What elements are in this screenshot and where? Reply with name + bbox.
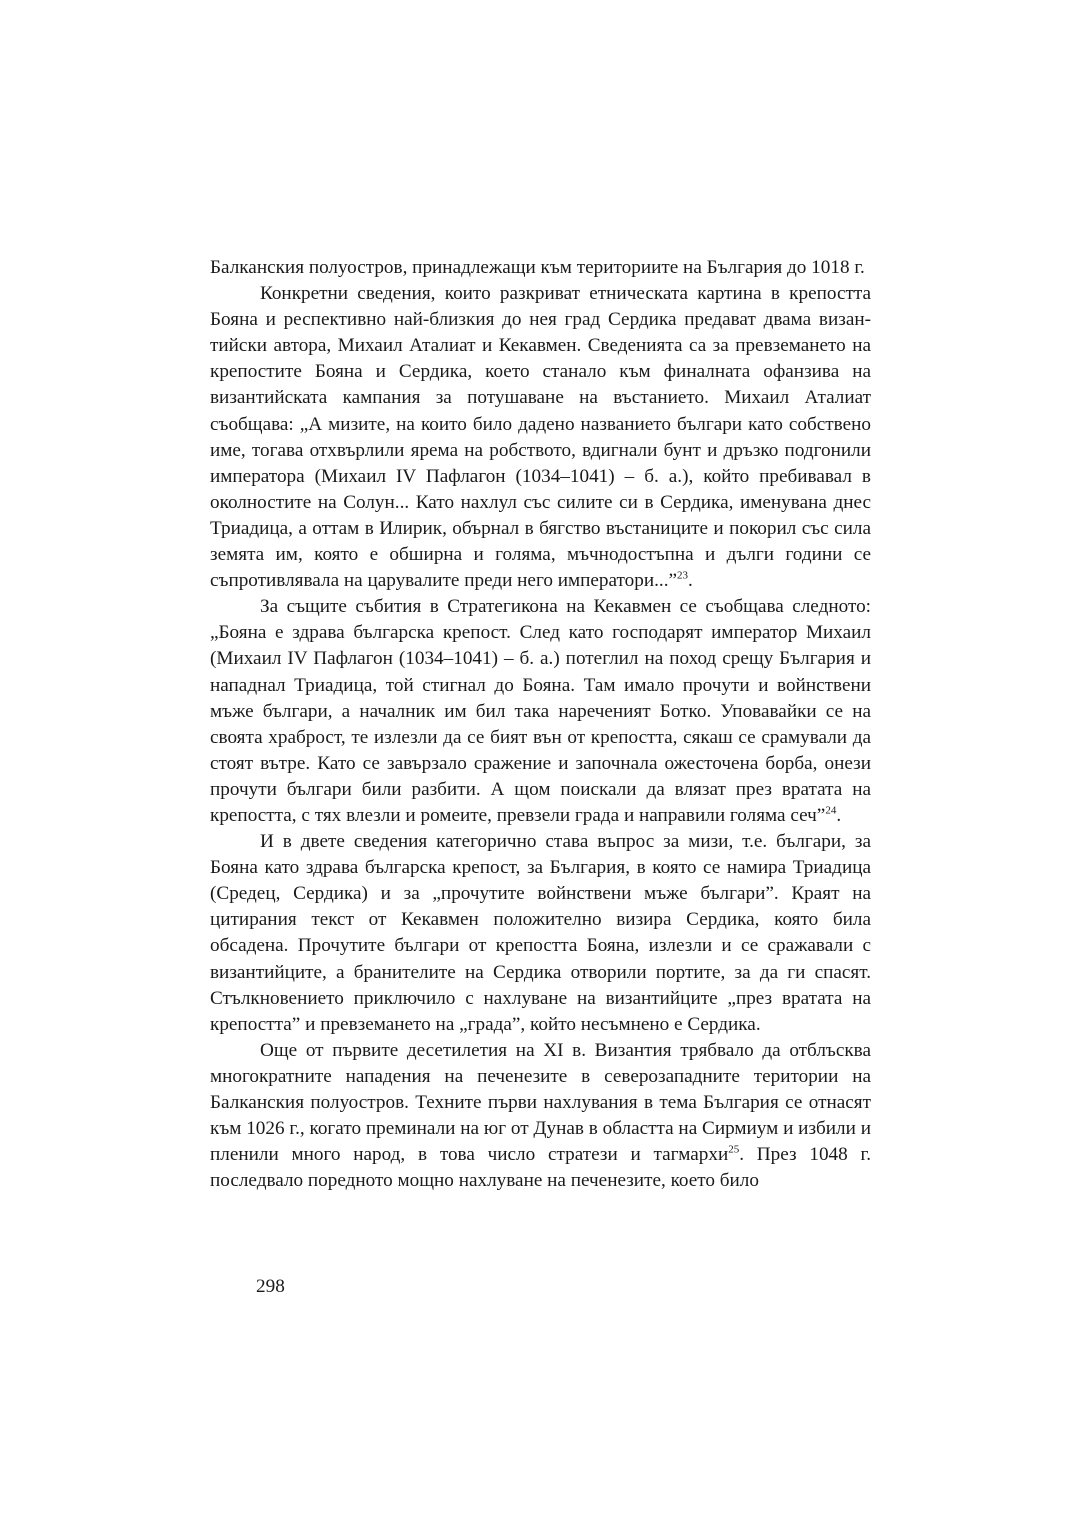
paragraph-3-text: За същите събития в Стратегикона на Кекавмен се съобщава следното: „Бояна е здрава българска крепост. След като господарят император Михаил (Михаил IV Пафлагон (1034–1041) – б. а.) потеглил на поход срещу България и нападнал Триадица, той стигнал до Бояна. Там имало прочути и войнствени мъже българи, а началник им бил така нареченият Ботко. Уповавайки се на своята храброст, те излезли да се бият вън от крепостта, сякаш се срамували да стоят вътре. Като се завързало сражение и започнала ожесточена борба, онези прочути българи били разбити. А щом поискали да влязат през вратата на крепостта, с тях влезли и ромеите, превзели града и направили голяма сеч” xyxy=(210,596,871,826)
footnote-ref-23[interactable]: 23 xyxy=(677,569,689,582)
paragraph-4-text: И в двете сведения категорично става въпрос за мизи, т.е. българи, за Бояна като здрава българска крепост, за България, в която се намира Триадица (Средец, Сердика) и за „прочутите войнствени мъже българи”. Краят на цитирания текст от Кекавмен положително визира Сердика, която била обсадена. Прочутите българи от крепостта Бояна, излезли и се сражавали с византийците, а бранителите на Сердика отворили портите, за да ги спасят. Стълкновението приключило с нахлуване на византийците „през вратата на крепостта” и превземането на „града”, който несъмнено е Сердика. xyxy=(210,831,871,1035)
paragraph-1 xyxy=(210,255,871,281)
page-body xyxy=(210,255,871,1194)
paragraph-5 xyxy=(210,1038,871,1195)
paragraph-4 xyxy=(210,829,871,1038)
footnote-ref-24[interactable]: 24 xyxy=(825,804,837,817)
page-number: 298 xyxy=(256,1276,285,1297)
paragraph-5-text: Още от първите десетилетия на XI в. Византия трябвало да отблъсква многократните нападения на печенезите в северозападните територии на Балканския полуостров. Техните първи нахлувания в тема България се отнасят към 1026 г., когато преминали на юг от Дунав в областта на Сирмиум и избили и пленили много народ, в това число стратези и тагмархи xyxy=(210,1039,871,1166)
footnote-ref-25[interactable]: 25 xyxy=(728,1143,740,1156)
paragraph-3 xyxy=(210,594,871,829)
paragraph-3-tail: . xyxy=(836,804,842,826)
paragraph-2 xyxy=(210,281,871,594)
paragraph-1-text: Балканския полуостров, принадлежащи към териториите на България до 1018 г. xyxy=(210,257,865,278)
paragraph-2-tail: . xyxy=(688,570,693,592)
paragraph-5-tail: . През 1048 г. последвало поредното мощно нахлуване на печенезите, което било xyxy=(210,1144,871,1192)
paragraph-2-text: Конкретни сведения, които разкриват етническата картина в крепостта Бояна и респективно най-близкия до нея град Сердика предават двама византийски автора, Михаил Аталиат и Кекавмен. Сведенията са за превземането на крепостите Бояна и Сердика, което станало към финалната офанзива на византийската кампания за потушаване на въстанието. Михаил Аталиат съобщава: „А мизите, на които било дадено названието българи като собствено име, тогава отхвърлили ярема на робството, вдигнали бунт и дръзко подгонили императора (Михаил IV Пафлагон (1034–1041) – б. а.), който пребивавал в околностите на Солун... Като нахлул със силите си в Сердика, именувана днес Триадица, а оттам в Илирик, обърнал в бягство въстаниците и покорил със сила земята им, която е обширна и голяма, мъчнодостъпна и дълги години се съпротивлявала на царувалите преди него императори...” xyxy=(210,283,871,592)
